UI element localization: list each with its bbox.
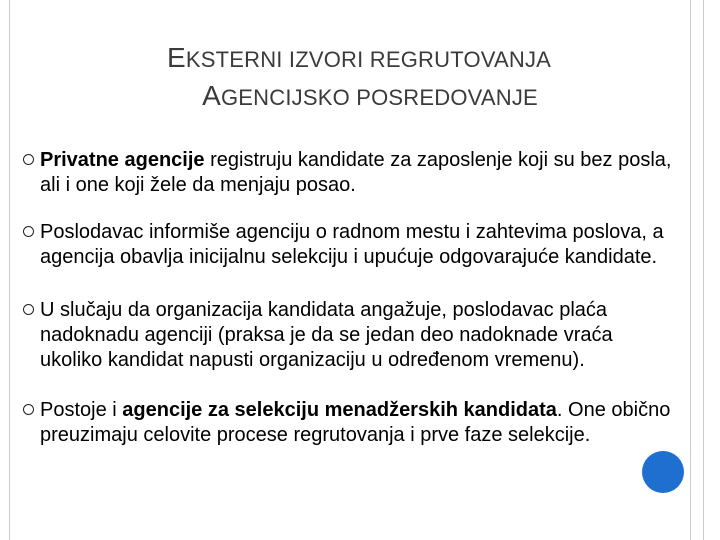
- bullet-list: [20, 148, 680, 470]
- title-line-2: AGENCIJSKO POSREDOVANJE: [202, 80, 538, 111]
- bullet-circle-icon: [23, 226, 34, 237]
- bullet-item: Postoje i agencije za selekciju menadžerskih kandidata. One obično preuzimaju celovite procese regrutovanja i prve faze selekcije.: [20, 398, 680, 448]
- decorative-blue-circle: [642, 451, 684, 493]
- bullet-circle-icon: [23, 304, 34, 315]
- bullet-item: U slučaju da organizacija kandidata angažuje, poslodavac plaća nadoknadu agenciji (praksa je da se jedan deo nadoknade vraća ukoliko kandidat napusti organizaciju u određenom vremenu).: [20, 298, 680, 373]
- slide-title: [0, 40, 720, 116]
- bullet-item: Poslodavac informiše agenciju o radnom mestu i zahtevima poslova, a agencija obavlja inicijalnu selekciju i upućuje odgovarajuće kandidate.: [20, 220, 680, 270]
- title-line-1: EKSTERNI IZVORI REGRUTOVANJA: [166, 42, 552, 73]
- bullet-circle-icon: [23, 154, 34, 165]
- bullet-circle-icon: [23, 404, 34, 415]
- bullet-item: Privatne agencije registruju kandidate za zaposlenje koji su bez posla, ali i one koji žele da menjaju posao.: [20, 148, 680, 198]
